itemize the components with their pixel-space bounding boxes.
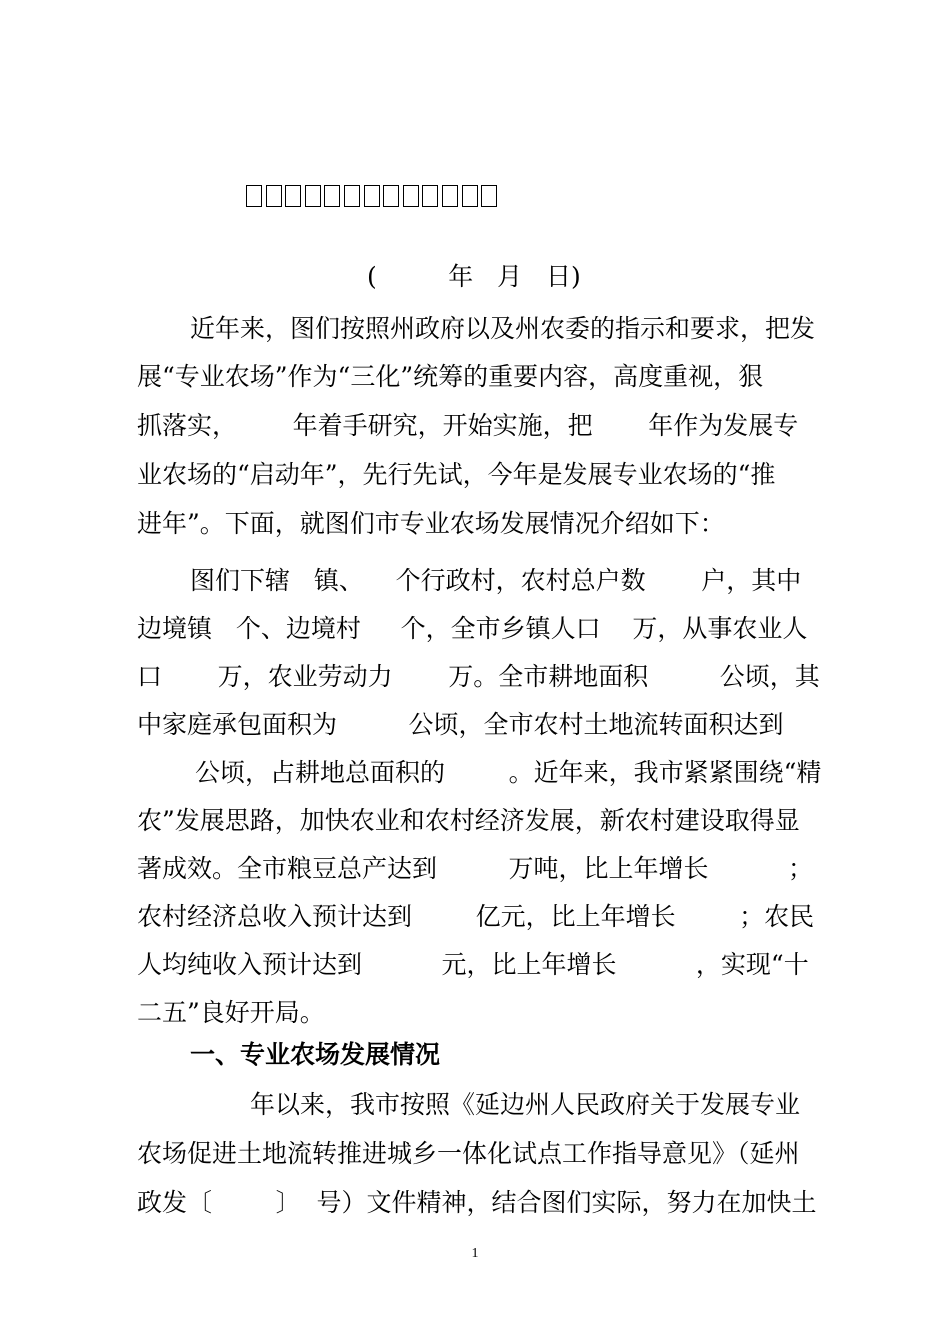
paragraph-line: 业农场的“启动年”，先行先试，今年是发展专业农场的“推 — [137, 460, 776, 489]
paragraph-line: 图们下辖 镇、 个行政村，农村总户数 户，其中 — [190, 566, 802, 595]
paragraph-line: 二五”良好开局。 — [137, 998, 325, 1027]
paragraph-line: 公顷，占耕地总面积的 。近年来，我市紧紧围绕“精 — [195, 758, 822, 787]
paragraph-line: 农”发展思路，加快农业和农村经济发展，新农村建设取得显 — [137, 806, 800, 835]
paragraph-line: 抓落实， 年着手研究，开始实施，把 年作为发展专 — [137, 411, 799, 440]
title-glyph-box — [364, 185, 380, 207]
title-glyph-box — [481, 185, 497, 207]
paragraph-line: 农村经济总收入预计达到 亿元，比上年增长 ；农民 — [137, 902, 815, 931]
paragraph-line: 近年来，图们按照州政府以及州农委的指示和要求，把发 — [190, 314, 816, 343]
title-glyph-box — [442, 185, 458, 207]
document-title-boxes — [246, 180, 501, 210]
title-glyph-box — [344, 185, 360, 207]
title-glyph-box — [285, 185, 301, 207]
paragraph-line: 政发〔 〕 号）文件精神，结合图们实际，努力在加快土 — [137, 1188, 817, 1217]
title-glyph-box — [403, 185, 419, 207]
paragraph-line: 农场促进土地流转推进城乡一体化试点工作指导意见》（延州 — [137, 1139, 800, 1168]
title-glyph-box — [383, 185, 399, 207]
page-number: 1 — [471, 1246, 479, 1261]
paragraph-line: 展“专业农场”作为“三化”统筹的重要内容，高度重视，狠 — [137, 362, 764, 391]
paragraph-line: 进年”。下面，就图们市专业农场发展情况介绍如下： — [137, 509, 725, 538]
title-glyph-box — [246, 185, 262, 207]
paragraph-line: 著成效。全市粮豆总产达到 万吨，比上年增长 ； — [137, 854, 813, 883]
section-heading: 一、专业农场发展情况 — [190, 1040, 441, 1069]
paragraph-line: 口 万，农业劳动力 万。全市耕地面积 公顷，其 — [137, 662, 820, 691]
paragraph-line: 年以来，我市按照《延边州人民政府关于发展专业 — [250, 1090, 801, 1119]
title-glyph-box — [305, 185, 321, 207]
title-glyph-box — [266, 185, 282, 207]
title-glyph-box — [324, 185, 340, 207]
paragraph-line: 中家庭承包面积为 公顷，全市农村土地流转面积达到 — [137, 710, 784, 739]
title-glyph-box — [422, 185, 438, 207]
title-glyph-box — [462, 185, 478, 207]
paragraph-line: 人均纯收入预计达到 元，比上年增长 ，实现“十 — [137, 950, 809, 979]
date-line: ( 年 月 日) — [367, 262, 581, 291]
paragraph-line: 边境镇 个、边境村 个，全市乡镇人口 万，从事农业人 — [137, 614, 808, 643]
